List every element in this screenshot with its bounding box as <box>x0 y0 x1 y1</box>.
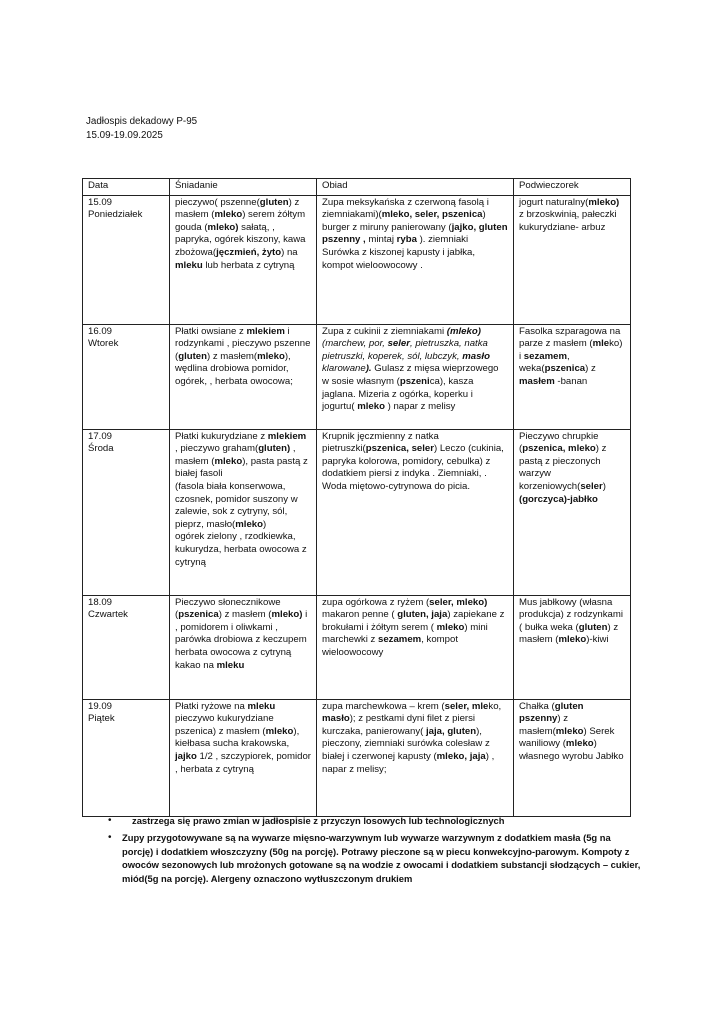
text-segment: -banan <box>554 375 588 387</box>
text-segment: mleko <box>214 209 243 221</box>
snack-cell <box>514 429 631 595</box>
text-segment: ) z masłem( <box>519 713 569 737</box>
table-row <box>83 195 631 324</box>
text-segment: seler <box>387 338 410 350</box>
text-segment: ) z masłem ( <box>218 609 272 621</box>
text-segment: ko, <box>488 700 502 712</box>
text-segment: jajko, gluten pszenny , <box>322 221 508 246</box>
text-segment: )-kiwi <box>586 634 609 646</box>
lunch-cell <box>317 195 514 324</box>
text-segment: ko) i <box>519 338 623 362</box>
text-segment: ) z masłem ( <box>519 621 619 646</box>
text-segment: gluten) <box>258 443 291 455</box>
text-segment: ) własnego wyrobu Jabłko <box>519 738 624 762</box>
text-segment: mleko <box>235 518 263 530</box>
text-segment: mleko) <box>588 196 620 208</box>
text-segment: mleko, jaja <box>436 750 486 762</box>
text-segment: ) z masłem ( <box>175 196 300 221</box>
text-segment: mleko) <box>207 221 239 233</box>
text-segment: ) mini marchewki z <box>322 621 488 646</box>
text-segment: 1/2 , szczypiorek, pomidor , herbata z cytryną <box>175 750 311 775</box>
text-segment: ), kiełbasa sucha krakowska, <box>175 725 300 750</box>
text-segment: pieczywo( pszenne( <box>175 196 260 208</box>
snack-cell <box>514 699 631 816</box>
text-segment: pieczywo kukurydziane pszenica) z masłem ( <box>175 713 274 737</box>
lunch-cell <box>317 699 514 816</box>
text-segment: gluten <box>578 621 608 633</box>
text-segment: gluten <box>178 350 207 362</box>
date-cell <box>83 699 170 816</box>
text-segment: Krupnik jęczmienny z natka pietruszki( <box>322 430 439 455</box>
text-segment: gluten, jaja <box>397 609 448 621</box>
breakfast-cell <box>170 195 317 324</box>
bullet-icon: • <box>108 815 112 826</box>
text-segment: mleko <box>357 401 385 413</box>
text-segment: Zupa meksykańska z czerwoną fasolą i ziemniakami)( <box>322 196 489 221</box>
text-segment: ) Leczo (cukinia, papryka kolorowa, pomidory, cebulka) z dodatkiem piersi z indyka . Ziemniaki, . <box>322 443 504 480</box>
lunch-cell <box>317 595 514 699</box>
date-cell <box>83 324 170 429</box>
text-segment: jaja, gluten <box>425 725 477 737</box>
text-segment: mleko, seler, pszenica <box>381 209 483 221</box>
text-segment: seler, mle <box>444 700 489 712</box>
text-segment: , pieczywo graham( <box>175 443 259 455</box>
column-header-snack: Podwieczorek <box>514 179 631 196</box>
text-segment: ); z pestkami dyni filet z piersi kurczaka, panierowany( <box>322 713 476 737</box>
text-segment: ) serem żółtym gouda ( <box>175 209 306 233</box>
text-segment: sałatą, , papryka, ogórek kiszony, kawa zbożowa( <box>175 221 306 258</box>
menu-title: Jadłospis dekadowy P-95 <box>86 116 198 127</box>
text-segment: klarowane <box>322 363 366 375</box>
text-segment: mleko <box>214 455 243 467</box>
date-cell <box>83 195 170 324</box>
text-segment: (marchew, por, <box>322 338 388 350</box>
text-segment: pszenica, seler <box>365 443 434 455</box>
date-cell <box>83 595 170 699</box>
text-segment: (gorczyca)-jabłko <box>519 493 598 505</box>
row-day: Piątek <box>88 713 115 725</box>
row-day: Wtorek <box>88 338 119 350</box>
text-segment: Zupa z cukinii z ziemniakami <box>322 325 447 337</box>
text-segment: Płatki kukurydziane z <box>175 430 268 442</box>
note-text: Zupy przygotowywane są na wywarze mięsno-warzywnym lub wywarze warzywnym z dodatkiem masła (5g na porcję) i dodatkiem włoszczyzny (50g na porcję). Potrawy pieczone są w piecu konwekcyjno-parowym. Kompoty z owoców sezonowych lub mrożonych gotowane są na wodzie z owocami i dodatkiem substancji słodzących – cukier, miód(5g na porcję). Alergeny oznaczono wytłuszczonym drukiem <box>122 832 641 884</box>
table-row <box>83 699 631 816</box>
text-segment: ) <box>262 518 267 530</box>
text-segment: Pieczywo słonecznikowe ( <box>175 596 281 621</box>
text-segment: Woda miętowo-cytrynowa do picia. <box>322 480 471 492</box>
text-segment: ) z pastą z pieczonych warzyw korzeniowych( <box>519 443 607 492</box>
text-segment: Pieczywo chrupkie ( <box>519 430 599 455</box>
text-segment: lub herbata z cytryną <box>202 259 295 271</box>
text-segment: pszenica <box>544 363 586 375</box>
text-segment: ) , napar z melisy; <box>322 750 495 775</box>
text-segment: mleko <box>265 725 294 737</box>
text-segment: mle <box>592 338 610 350</box>
text-segment: masło <box>462 350 490 362</box>
text-segment: mleku <box>216 659 245 671</box>
column-header-date: Data <box>83 179 170 196</box>
text-segment: jajko <box>175 750 197 762</box>
text-segment: ) Serek waniliowy ( <box>519 725 615 750</box>
text-segment: mleko <box>257 350 285 362</box>
text-segment: Płatki owsiane z <box>175 325 247 337</box>
text-segment: Mus jabłkowy (własna produkcja) z rodzynkami ( bułka weka ( <box>519 596 623 633</box>
row-date: 17.09 <box>88 430 113 442</box>
text-segment: mlekiem <box>267 430 307 442</box>
text-segment: zupa marchewkowa – krem ( <box>322 700 445 712</box>
text-segment: ), wędlina drobiowa pomidor, ogórek, , herbata owocowa; <box>175 350 293 387</box>
text-segment: sezamem <box>377 634 422 646</box>
table-row <box>83 324 631 429</box>
note-item <box>108 814 642 827</box>
text-segment: mlekiem <box>246 325 285 337</box>
text-segment: mleku <box>247 700 276 712</box>
text-segment: ). ziemniaki Surówka z kiszonej kapusty i jabłka, kompot wieloowocowy . <box>322 234 476 271</box>
text-segment: gluten pszenny <box>519 700 584 725</box>
breakfast-cell <box>170 429 317 595</box>
date-cell <box>83 429 170 595</box>
text-segment: masłem <box>519 375 555 387</box>
text-segment: ) zapiekane z brokułami i żółtym serem ( <box>322 609 505 633</box>
row-date: 16.09 <box>88 325 113 337</box>
notes-list <box>108 814 642 889</box>
text-segment: zupa ogórkowa z ryżem ( <box>322 596 430 608</box>
text-segment: ogórek zielony , rzodkiewka, kukurydza, herbata owocowa z cytryną <box>175 531 307 568</box>
text-segment: mleko <box>436 621 465 633</box>
column-header-breakfast: Śniadanie <box>170 179 317 196</box>
menu-date-range: 15.09-19.09.2025 <box>86 130 163 141</box>
text-segment: Chałka ( <box>519 700 555 712</box>
breakfast-cell <box>170 595 317 699</box>
text-segment: , kompot wieloowocowy <box>322 634 458 658</box>
document-heading <box>86 115 197 143</box>
text-segment: z brzoskwinią, pałeczki kukurydziane- arbuz <box>519 209 617 233</box>
text-segment: ), pasta pastą z białej fasoli <box>175 455 308 480</box>
text-segment: mleko <box>558 634 587 646</box>
snack-cell <box>514 324 631 429</box>
note-item <box>108 831 642 885</box>
row-date: 15.09 <box>88 196 113 208</box>
text-segment: ca), kasza jaglana. Mizeria z ogórka, koperku i jogurtu( <box>322 375 474 413</box>
text-segment: masło <box>322 713 350 725</box>
text-segment: seler <box>580 480 603 492</box>
row-day: Poniedziałek <box>88 209 143 221</box>
row-day: Czwartek <box>88 609 128 621</box>
text-segment: mleko <box>565 738 594 750</box>
lunch-cell <box>317 324 514 429</box>
table-row <box>83 429 631 595</box>
text-segment: Gulasz z mięsa wieprzowego w sosie własnym ( <box>322 363 499 387</box>
text-segment: , weka( <box>519 350 570 375</box>
text-segment: ) z masłem( <box>206 350 258 362</box>
text-segment: pszenica, mleko <box>522 443 596 455</box>
text-segment: pszenica <box>178 609 219 621</box>
text-segment: i rodzynkami , pieczywo pszenne ( <box>175 325 311 362</box>
snack-cell <box>514 195 631 324</box>
column-header-lunch: Obiad <box>317 179 514 196</box>
breakfast-cell <box>170 699 317 816</box>
text-segment: Fasolka szparagowa na parze z masłem ( <box>519 325 621 350</box>
table-header-row <box>83 179 631 196</box>
text-segment: mintaj <box>365 234 397 246</box>
lunch-cell <box>317 429 514 595</box>
row-date: 19.09 <box>88 700 113 712</box>
text-segment: pszeni <box>399 375 430 387</box>
text-segment: jęczmień, żyto <box>216 246 282 258</box>
text-segment: ). <box>365 363 372 375</box>
text-segment: mleku <box>175 259 203 271</box>
text-segment: gluten <box>259 196 289 208</box>
text-segment: (mleko) <box>446 325 481 337</box>
text-segment: makaron penne ( <box>322 609 398 621</box>
text-segment: , masłem ( <box>175 443 296 467</box>
text-segment: ) burger z miruny panierowany ( <box>322 209 486 233</box>
text-segment: ) napar z melisy <box>384 401 456 413</box>
text-segment: ) z <box>585 363 596 375</box>
text-segment: ryba <box>396 234 417 246</box>
text-segment: jogurt naturalny( <box>519 196 589 208</box>
bullet-icon: • <box>108 832 112 844</box>
text-segment: sezamem <box>523 350 567 362</box>
note-text: zastrzega się prawo zmian w jadłospisie z przyczyn losowych lub technologicznych <box>132 815 505 826</box>
text-segment: mleko) <box>271 609 303 621</box>
text-segment: seler, mleko) <box>429 596 488 608</box>
table-row <box>83 595 631 699</box>
text-segment: mleko <box>555 725 584 737</box>
snack-cell <box>514 595 631 699</box>
row-date: 18.09 <box>88 596 113 608</box>
breakfast-cell <box>170 324 317 429</box>
text-segment: ) <box>602 480 606 492</box>
text-segment: ), pieczony, ziemniaki surówka colesław z białej i czerwonej kapusty ( <box>322 725 490 762</box>
row-day: Środa <box>88 443 114 455</box>
menu-table <box>82 178 631 817</box>
text-segment: i , pomidorem i oliwkami , parówka drobiowa z keczupem herbata owocowa z cytryną kakao na <box>175 609 308 671</box>
text-segment: (fasola biała konserwowa, czosnek, pomidor suszony w zalewie, sok z cytryny, sól, pieprz, masło( <box>175 480 298 530</box>
text-segment: , pietruszka, natka pietruszki, koperek, sól, lubczyk, <box>322 338 488 362</box>
text-segment: ) na <box>281 246 298 258</box>
text-segment: Płatki ryżowe na <box>175 700 248 712</box>
